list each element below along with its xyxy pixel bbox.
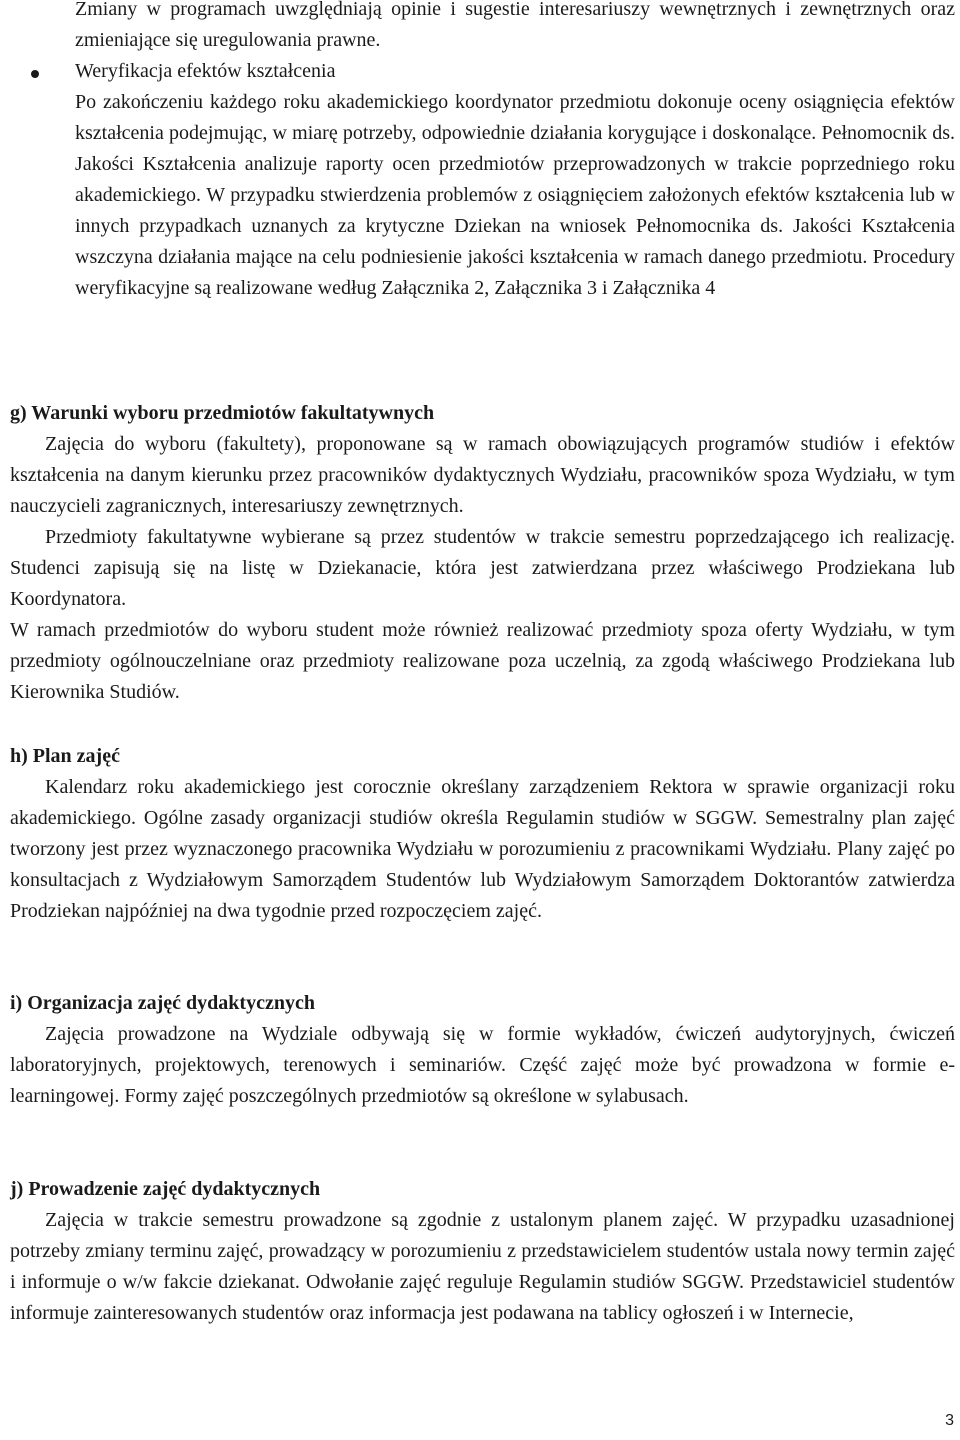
section-heading-g: g) Warunki wyboru przedmiotów fakultatywnych [10,402,435,424]
section-j-paragraph-1: Zajęcia w trakcie semestru prowadzone są zgodnie z ustalonym planem zajęć. W przypadku uzasadnionej potrzeby zmiany terminu zajęć, prowadzący w porozumieniu z przedstawicielem studentów ustala nowy termin zajęć i informuje o w/w fakcie dziekanat. Odwołanie zajęć reguluje Regulamin studiów SGGW. Przedstawiciel studentów informuje zainteresowanych studentów oraz informacja jest podawana na tablicy ogłoszeń i w Internecie, [10,1209,955,1324]
section-g-paragraph-2: Przedmioty fakultatywne wybierane są przez studentów w trakcie semestru poprzedzającego ich realizację. Studenci zapisują się na listę w Dziekanacie, która jest zatwierdzana przez właściwego Prodziekana lub Koordynatora. [10,526,955,610]
section-j [10,1174,955,1329]
section-h-paragraph-1: Kalendarz roku akademickiego jest corocznie określany zarządzeniem Rektora w sprawie organizacji roku akademickiego. Ogólne zasady organizacji studiów określa Regulamin studiów w SGGW. Semestralny plan zajęć tworzony jest przez wyznaczonego pracownika Wydziału w porozumieniu z pracownikami Wydziału. Plany zajęć po konsultacjach z Wydziałowym Samorządem Studentów lub Wydziałowym Samorządem Doktorantów zatwierdza Prodziekan najpóźniej na dwa tygodnie przed rozpoczęciem zajęć. [10,776,955,922]
section-heading-j: j) Prowadzenie zajęć dydaktycznych [10,1178,321,1200]
section-heading-h: h) Plan zajęć [10,745,120,767]
section-i [10,988,955,1112]
bullet-title: Weryfikacja efektów kształcenia [75,60,336,82]
intro-block [75,0,955,304]
section-g-paragraph-1: Zajęcia do wyboru (fakultety), proponowane są w ramach obowiązujących programów studiów i efektów kształcenia na danym kierunku przez pracowników dydaktycznych Wydziału, pracowników spoza Wydziału, w tym nauczycieli zagranicznych, interesariuszy zewnętrznych. [10,433,955,517]
bullet-paragraph: Po zakończeniu każdego roku akademickiego koordynator przedmiotu dokonuje oceny osiągnięcia efektów kształcenia podejmując, w miarę potrzeby, odpowiednie działania korygujące i doskonalące. Pełnomocnik ds. Jakości Kształcenia analizuje raporty ocen przedmiotów przeprowadzonych w trakcie poprzedniego roku akademickiego. W przypadku stwierdzenia problemów z osiągnięciem założonych efektów kształcenia lub w innych przypadkach uznanych za krytyczne Dziekan na wniosek Pełnomocnika ds. Jakości Kształcenia wszczyna działania mające na celu podniesienie jakości kształcenia w ramach danego przedmiotu. Procedury weryfikacyjne są realizowane według Załącznika 2, Załącznika 3 i Załącznika 4 [75,91,955,299]
section-heading-i: i) Organizacja zajęć dydaktycznych [10,992,315,1014]
section-i-paragraph-1: Zajęcia prowadzone na Wydziale odbywają się w formie wykładów, ćwiczeń audytoryjnych, ćwiczeń laboratoryjnych, projektowych, terenowych i seminariów. Część zajęć może być prowadzona w formie e-learningowej. Formy zajęć poszczególnych przedmiotów są określone w sylabusach. [10,1023,955,1107]
section-g [10,398,955,708]
intro-continuation-paragraph: Zmiany w programach uwzględniają opinie i sugestie interesariuszy wewnętrznych i zewnętrznych oraz zmieniające się uregulowania prawne. [75,0,955,51]
section-g-paragraph-3: W ramach przedmiotów do wyboru student może również realizować przedmioty spoza oferty Wydziału, w tym przedmioty ogólnouczelniane oraz przedmioty realizowane poza uczelnią, za zgodą właściwego Prodziekana lub Kierownika Studiów. [10,619,955,703]
section-h [10,741,955,927]
page-number: 3 [945,1412,954,1429]
bullet-icon [31,70,39,78]
